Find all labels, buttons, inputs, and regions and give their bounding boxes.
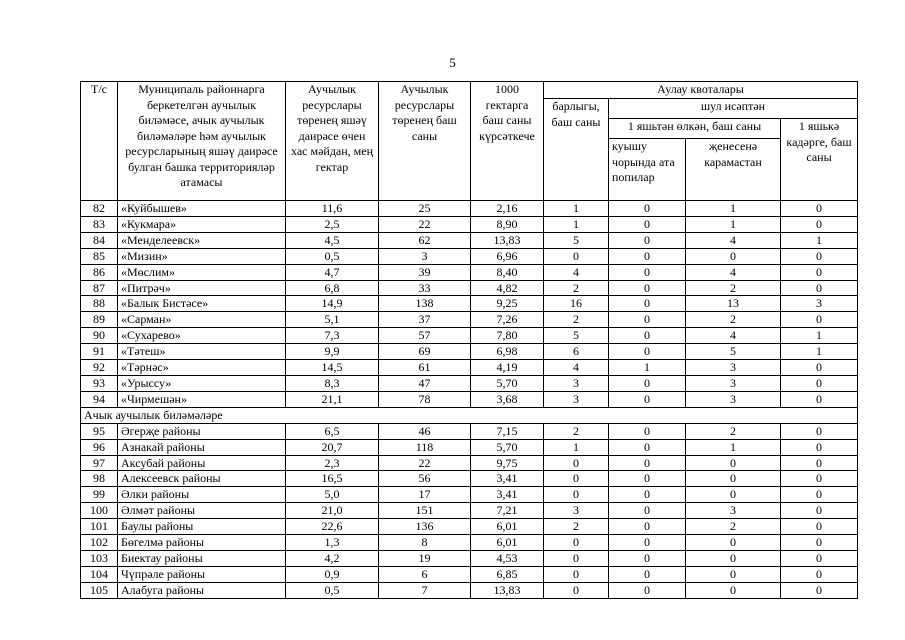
cell-area: 1,3 [286, 535, 379, 551]
cell-name: «Урыссу» [118, 375, 286, 391]
cell-name: Чүпрәле районы [118, 566, 286, 582]
cell-name: Баулы районы [118, 519, 286, 535]
cell-density: 9,25 [471, 296, 544, 312]
cell-area: 4,5 [286, 232, 379, 248]
cell-males: 0 [609, 519, 686, 535]
cell-density: 6,01 [471, 535, 544, 551]
cell-count: 22 [379, 216, 471, 232]
cell-density: 3,68 [471, 391, 544, 407]
cell-total: 3 [544, 375, 609, 391]
cell-name: Азнакай районы [118, 439, 286, 455]
cell-young: 0 [781, 375, 858, 391]
cell-nosex: 3 [686, 391, 781, 407]
cell-total: 0 [544, 455, 609, 471]
cell-nosex: 2 [686, 423, 781, 439]
cell-young: 0 [781, 248, 858, 264]
table-row [81, 264, 858, 280]
cell-males: 0 [609, 296, 686, 312]
table-row [81, 487, 858, 503]
cell-nosex: 3 [686, 360, 781, 376]
cell-no: 101 [81, 519, 118, 535]
col-header-young-1y: 1 яшькә кадәрге, баш саны [781, 119, 858, 201]
cell-young: 1 [781, 344, 858, 360]
cell-nosex: 1 [686, 439, 781, 455]
cell-young: 0 [781, 391, 858, 407]
col-header-name: Муниципаль районнарга беркетелгән аучылык биләмәсе, ачык аучылык биләмәләре һәм аучылык ресурсларының яшәү даирәсе булган башка территорияләр атамасы [118, 82, 286, 201]
cell-area: 5,1 [286, 312, 379, 328]
table-row [81, 519, 858, 535]
cell-count: 22 [379, 455, 471, 471]
cell-area: 4,7 [286, 264, 379, 280]
cell-nosex: 0 [686, 582, 781, 598]
cell-total: 0 [544, 248, 609, 264]
cell-name: Биектау районы [118, 550, 286, 566]
cell-no: 104 [81, 566, 118, 582]
cell-area: 14,9 [286, 296, 379, 312]
cell-name: Әлки районы [118, 487, 286, 503]
col-header-area: Аучылык ресурслары төренең яшәү даирәсе өчен хас мәйдан, мең гектар [286, 82, 379, 201]
cell-count: 39 [379, 264, 471, 280]
cell-total: 4 [544, 360, 609, 376]
table-row [81, 344, 858, 360]
cell-area: 21,1 [286, 391, 379, 407]
cell-density: 6,85 [471, 566, 544, 582]
cell-name: Аксубай районы [118, 455, 286, 471]
table-row [81, 535, 858, 551]
col-header-quota-group: Аулау квоталары [544, 82, 858, 99]
rows-assigned [81, 201, 858, 408]
cell-young: 0 [781, 487, 858, 503]
cell-nosex: 1 [686, 201, 781, 217]
table-row [81, 248, 858, 264]
cell-young: 0 [781, 519, 858, 535]
cell-area: 2,3 [286, 455, 379, 471]
page-number: 5 [449, 55, 456, 70]
cell-name: «Питрәч» [118, 280, 286, 296]
cell-nosex: 2 [686, 312, 781, 328]
cell-count: 78 [379, 391, 471, 407]
table-row [81, 201, 858, 217]
cell-name: Бөгелмә районы [118, 535, 286, 551]
cell-total: 2 [544, 423, 609, 439]
cell-young: 0 [781, 360, 858, 376]
cell-density: 13,83 [471, 232, 544, 248]
cell-young: 0 [781, 439, 858, 455]
cell-area: 22,6 [286, 519, 379, 535]
cell-total: 0 [544, 582, 609, 598]
cell-name: «Менделеевск» [118, 232, 286, 248]
col-header-males: куышу чорында ата попилар [609, 139, 686, 201]
cell-density: 2,16 [471, 201, 544, 217]
cell-nosex: 0 [686, 566, 781, 582]
cell-males: 0 [609, 455, 686, 471]
cell-total: 3 [544, 503, 609, 519]
cell-count: 61 [379, 360, 471, 376]
cell-males: 0 [609, 503, 686, 519]
cell-males: 0 [609, 328, 686, 344]
cell-young: 0 [781, 471, 858, 487]
cell-no: 86 [81, 264, 118, 280]
cell-name: «Мизин» [118, 248, 286, 264]
table-row [81, 312, 858, 328]
table-row [81, 328, 858, 344]
cell-nosex: 2 [686, 280, 781, 296]
cell-no: 84 [81, 232, 118, 248]
cell-males: 0 [609, 312, 686, 328]
cell-nosex: 3 [686, 375, 781, 391]
cell-males: 0 [609, 375, 686, 391]
cell-males: 0 [609, 391, 686, 407]
cell-nosex: 13 [686, 296, 781, 312]
cell-no: 91 [81, 344, 118, 360]
cell-total: 0 [544, 566, 609, 582]
cell-area: 0,5 [286, 248, 379, 264]
cell-total: 2 [544, 312, 609, 328]
cell-nosex: 4 [686, 232, 781, 248]
cell-no: 103 [81, 550, 118, 566]
cell-young: 0 [781, 201, 858, 217]
table-row [81, 216, 858, 232]
cell-young: 0 [781, 503, 858, 519]
cell-density: 4,53 [471, 550, 544, 566]
cell-name: «Сарман» [118, 312, 286, 328]
rows-open [81, 423, 858, 598]
cell-area: 5,0 [286, 487, 379, 503]
cell-young: 0 [781, 550, 858, 566]
cell-count: 138 [379, 296, 471, 312]
cell-nosex: 0 [686, 535, 781, 551]
cell-total: 2 [544, 519, 609, 535]
table-row [81, 582, 858, 598]
cell-count: 151 [379, 503, 471, 519]
cell-males: 0 [609, 423, 686, 439]
cell-total: 0 [544, 487, 609, 503]
table-row [81, 455, 858, 471]
cell-count: 19 [379, 550, 471, 566]
table-row [81, 296, 858, 312]
cell-nosex: 5 [686, 344, 781, 360]
table-row [81, 232, 858, 248]
cell-young: 3 [781, 296, 858, 312]
table-row [81, 375, 858, 391]
cell-name: «Тәтеш» [118, 344, 286, 360]
cell-density: 7,21 [471, 503, 544, 519]
cell-young: 0 [781, 264, 858, 280]
cell-area: 7,3 [286, 328, 379, 344]
cell-nosex: 0 [686, 550, 781, 566]
cell-males: 1 [609, 360, 686, 376]
cell-no: 95 [81, 423, 118, 439]
cell-no: 88 [81, 296, 118, 312]
cell-young: 0 [781, 312, 858, 328]
cell-nosex: 0 [686, 455, 781, 471]
table-row [81, 503, 858, 519]
cell-young: 0 [781, 455, 858, 471]
cell-name: «Сухарево» [118, 328, 286, 344]
cell-young: 0 [781, 216, 858, 232]
cell-no: 99 [81, 487, 118, 503]
cell-count: 118 [379, 439, 471, 455]
cell-males: 0 [609, 248, 686, 264]
cell-males: 0 [609, 535, 686, 551]
cell-no: 96 [81, 439, 118, 455]
cell-count: 37 [379, 312, 471, 328]
cell-count: 56 [379, 471, 471, 487]
cell-count: 47 [379, 375, 471, 391]
cell-density: 4,19 [471, 360, 544, 376]
cell-area: 21,0 [286, 503, 379, 519]
cell-total: 6 [544, 344, 609, 360]
cell-males: 0 [609, 582, 686, 598]
cell-area: 0,5 [286, 582, 379, 598]
cell-area: 6,8 [286, 280, 379, 296]
cell-total: 0 [544, 471, 609, 487]
table-row [81, 280, 858, 296]
cell-density: 8,40 [471, 264, 544, 280]
cell-density: 7,15 [471, 423, 544, 439]
cell-density: 6,96 [471, 248, 544, 264]
cell-no: 89 [81, 312, 118, 328]
cell-nosex: 3 [686, 503, 781, 519]
cell-density: 7,80 [471, 328, 544, 344]
cell-count: 25 [379, 201, 471, 217]
cell-no: 102 [81, 535, 118, 551]
section-row [81, 407, 858, 423]
col-header-no-sex: җенесенә карамастан [686, 139, 781, 201]
cell-no: 90 [81, 328, 118, 344]
cell-young: 1 [781, 232, 858, 248]
cell-area: 16,5 [286, 471, 379, 487]
cell-count: 3 [379, 248, 471, 264]
table-row [81, 391, 858, 407]
cell-total: 5 [544, 232, 609, 248]
cell-no: 87 [81, 280, 118, 296]
col-header-no: Т/с [81, 82, 118, 201]
cell-males: 0 [609, 201, 686, 217]
table-row [81, 360, 858, 376]
cell-no: 97 [81, 455, 118, 471]
cell-males: 0 [609, 216, 686, 232]
cell-no: 83 [81, 216, 118, 232]
col-header-older-1y: 1 яшьтән өлкән, баш саны [609, 119, 781, 139]
table-row [81, 471, 858, 487]
cell-density: 8,90 [471, 216, 544, 232]
cell-nosex: 0 [686, 471, 781, 487]
cell-name: «Кукмара» [118, 216, 286, 232]
cell-total: 1 [544, 216, 609, 232]
cell-no: 94 [81, 391, 118, 407]
cell-no: 85 [81, 248, 118, 264]
cell-no: 100 [81, 503, 118, 519]
cell-nosex: 4 [686, 264, 781, 280]
cell-count: 57 [379, 328, 471, 344]
cell-count: 6 [379, 566, 471, 582]
cell-young: 0 [781, 535, 858, 551]
cell-count: 8 [379, 535, 471, 551]
cell-count: 62 [379, 232, 471, 248]
cell-name: Алексеевск районы [118, 471, 286, 487]
cell-total: 1 [544, 201, 609, 217]
cell-no: 92 [81, 360, 118, 376]
cell-no: 82 [81, 201, 118, 217]
cell-males: 0 [609, 264, 686, 280]
table-row [81, 439, 858, 455]
cell-total: 0 [544, 535, 609, 551]
cell-area: 20,7 [286, 439, 379, 455]
cell-total: 5 [544, 328, 609, 344]
cell-count: 33 [379, 280, 471, 296]
cell-males: 0 [609, 566, 686, 582]
cell-young: 0 [781, 280, 858, 296]
cell-no: 98 [81, 471, 118, 487]
table-row [81, 550, 858, 566]
cell-density: 3,41 [471, 471, 544, 487]
cell-males: 0 [609, 232, 686, 248]
cell-count: 46 [379, 423, 471, 439]
cell-count: 7 [379, 582, 471, 598]
cell-name: «Чирмешән» [118, 391, 286, 407]
cell-density: 9,75 [471, 455, 544, 471]
hunting-quota-table [80, 81, 858, 599]
cell-males: 0 [609, 487, 686, 503]
cell-males: 0 [609, 471, 686, 487]
cell-nosex: 2 [686, 519, 781, 535]
cell-nosex: 4 [686, 328, 781, 344]
cell-density: 4,82 [471, 280, 544, 296]
cell-area: 8,3 [286, 375, 379, 391]
cell-no: 105 [81, 582, 118, 598]
cell-area: 11,6 [286, 201, 379, 217]
cell-area: 0,9 [286, 566, 379, 582]
cell-density: 7,26 [471, 312, 544, 328]
cell-density: 13,83 [471, 582, 544, 598]
cell-young: 0 [781, 566, 858, 582]
cell-no: 93 [81, 375, 118, 391]
col-header-including: шул исәптән [609, 99, 858, 119]
cell-total: 2 [544, 280, 609, 296]
cell-area: 6,5 [286, 423, 379, 439]
cell-count: 17 [379, 487, 471, 503]
col-header-total: барлыгы, баш саны [544, 99, 609, 201]
table-row [81, 423, 858, 439]
cell-name: «Мөслим» [118, 264, 286, 280]
cell-name: «Тәрнәс» [118, 360, 286, 376]
cell-total: 3 [544, 391, 609, 407]
cell-area: 9,9 [286, 344, 379, 360]
cell-young: 0 [781, 423, 858, 439]
cell-nosex: 0 [686, 248, 781, 264]
cell-name: «Балык Бистәсе» [118, 296, 286, 312]
cell-name: «Куйбышев» [118, 201, 286, 217]
cell-name: Алабуга районы [118, 582, 286, 598]
section-title: Ачык аучылык биләмәләре [81, 407, 858, 423]
cell-count: 136 [379, 519, 471, 535]
cell-nosex: 1 [686, 216, 781, 232]
cell-males: 0 [609, 439, 686, 455]
cell-total: 0 [544, 550, 609, 566]
cell-name: Әлмәт районы [118, 503, 286, 519]
cell-density: 3,41 [471, 487, 544, 503]
cell-density: 5,70 [471, 375, 544, 391]
cell-area: 14,5 [286, 360, 379, 376]
cell-males: 0 [609, 344, 686, 360]
cell-density: 6,98 [471, 344, 544, 360]
cell-young: 1 [781, 328, 858, 344]
cell-count: 69 [379, 344, 471, 360]
col-header-count: Аучылык ресурслары төренең баш саны [379, 82, 471, 201]
col-header-density: 1000 гектарга баш саны күрсәткече [471, 82, 544, 201]
cell-total: 4 [544, 264, 609, 280]
cell-density: 6,01 [471, 519, 544, 535]
cell-name: Әгерҗе районы [118, 423, 286, 439]
cell-area: 2,5 [286, 216, 379, 232]
cell-total: 1 [544, 439, 609, 455]
cell-males: 0 [609, 550, 686, 566]
cell-young: 0 [781, 582, 858, 598]
cell-area: 4,2 [286, 550, 379, 566]
cell-nosex: 0 [686, 487, 781, 503]
cell-density: 5,70 [471, 439, 544, 455]
cell-males: 0 [609, 280, 686, 296]
cell-total: 16 [544, 296, 609, 312]
table-row [81, 566, 858, 582]
